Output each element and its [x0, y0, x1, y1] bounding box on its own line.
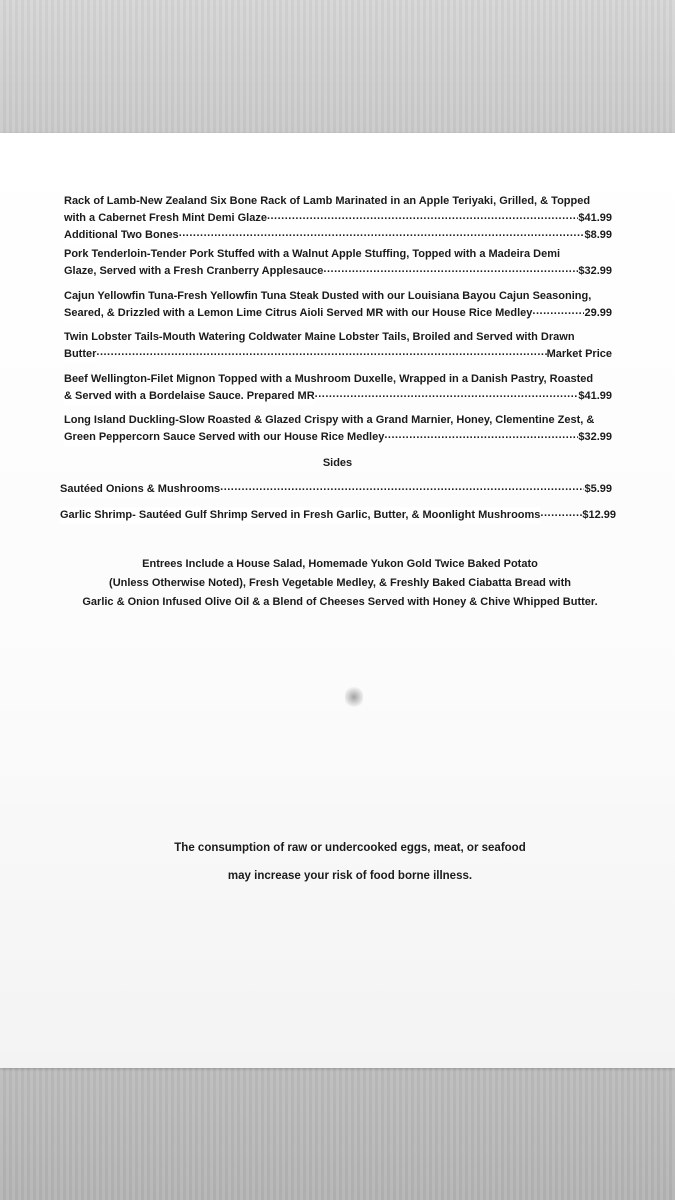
entree-description: Long Island Duckling-Slow Roasted & Glazed Crispy with a Grand Marnier, Honey, Clementine Zest, & [64, 414, 595, 426]
dot-leader [323, 263, 578, 280]
food-safety-warning-line-1: The consumption of raw or undercooked eggs, meat, or seafood [174, 842, 526, 854]
dot-leader [315, 388, 579, 405]
entree-description: Cajun Yellowfin Tuna-Fresh Yellowfin Tuna Steak Dusted with our Louisiana Bayou Cajun Seasoning, [64, 290, 592, 302]
sides-heading: Sides [322, 457, 353, 469]
entree-description-cont: Glaze, Served with a Fresh Cranberry Applesauce [64, 263, 323, 280]
entree-price-line [64, 210, 612, 227]
side-price: $12.99 [582, 509, 616, 521]
entree-price-line [64, 388, 612, 405]
entree-description-cont: Green Peppercorn Sauce Served with our House Rice Medley [64, 429, 384, 446]
entree-price: $41.99 [578, 390, 612, 402]
include-line-3: Garlic & Onion Infused Olive Oil & a Blend of Cheeses Served with Honey & Chive Whipped Butter. [82, 596, 598, 608]
food-safety-warning-line-2: may increase your risk of food borne illness. [227, 870, 473, 882]
entree-price-line [64, 263, 612, 280]
addon-price-line [64, 227, 612, 244]
side-price: $5.99 [584, 483, 612, 495]
entree-description-cont: Butter [64, 346, 96, 363]
entree-price-line [64, 346, 612, 363]
dot-leader [532, 305, 584, 322]
entree-duckling [64, 412, 612, 446]
dot-leader [267, 210, 578, 227]
entree-description: Rack of Lamb-New Zealand Six Bone Rack of Lamb Marinated in an Apple Teriyaki, Grilled, & Topped [64, 195, 591, 207]
entree-cajun-tuna [64, 288, 612, 322]
dot-leader [220, 481, 584, 498]
dot-leader [96, 346, 546, 363]
entrees-include-note [60, 555, 620, 612]
dot-leader [540, 507, 582, 524]
entree-description: Twin Lobster Tails-Mouth Watering Coldwater Maine Lobster Tails, Broiled and Served with Drawn [64, 331, 575, 343]
addon-price: $8.99 [584, 229, 612, 241]
entree-price: 29.99 [584, 307, 612, 319]
entree-pork-tenderloin [64, 246, 612, 280]
include-line-1: Entrees Include a House Salad, Homemade Yukon Gold Twice Baked Potato [142, 558, 538, 570]
entree-price: $32.99 [578, 265, 612, 277]
entree-price: $41.99 [578, 212, 612, 224]
entree-lobster-tails [64, 329, 612, 363]
side-name: Sautéed Onions & Mushrooms [60, 481, 220, 498]
side-garlic-shrimp [60, 507, 616, 524]
entree-description: Beef Wellington-Filet Mignon Topped with a Mushroom Duxelle, Wrapped in a Danish Pastry, Roasted [64, 373, 594, 385]
entree-description-cont: & Served with a Bordelaise Sauce. Prepared MR [64, 388, 315, 405]
entree-beef-wellington [64, 371, 612, 405]
entree-description-cont: Seared, & Drizzled with a Lemon Lime Citrus Aioli Served MR with our House Rice Medley [64, 305, 532, 322]
tablecloth-bottom [0, 1068, 675, 1200]
entree-price-line [64, 305, 612, 322]
dot-leader [384, 429, 578, 446]
entree-price: Market Price [546, 348, 612, 360]
side-price-line [60, 481, 612, 498]
side-price-line [60, 507, 616, 524]
dot-leader [179, 227, 585, 244]
addon-description: Additional Two Bones [64, 227, 179, 244]
include-line-2: (Unless Otherwise Noted), Fresh Vegetable Medley, & Freshly Baked Ciabatta Bread with [109, 577, 571, 589]
entree-description-cont: with a Cabernet Fresh Mint Demi Glaze [64, 210, 267, 227]
entree-rack-of-lamb [64, 193, 612, 244]
entree-price-line [64, 429, 612, 446]
side-onions-mushrooms [60, 481, 612, 498]
entree-description: Pork Tenderloin-Tender Pork Stuffed with a Walnut Apple Stuffing, Topped with a Madeira Demi [64, 248, 561, 260]
tablecloth-top [0, 0, 675, 135]
paper-smudge [345, 685, 363, 709]
entree-price: $32.99 [578, 431, 612, 443]
side-name: Garlic Shrimp- Sautéed Gulf Shrimp Served in Fresh Garlic, Butter, & Moonlight Mushrooms [60, 507, 540, 524]
